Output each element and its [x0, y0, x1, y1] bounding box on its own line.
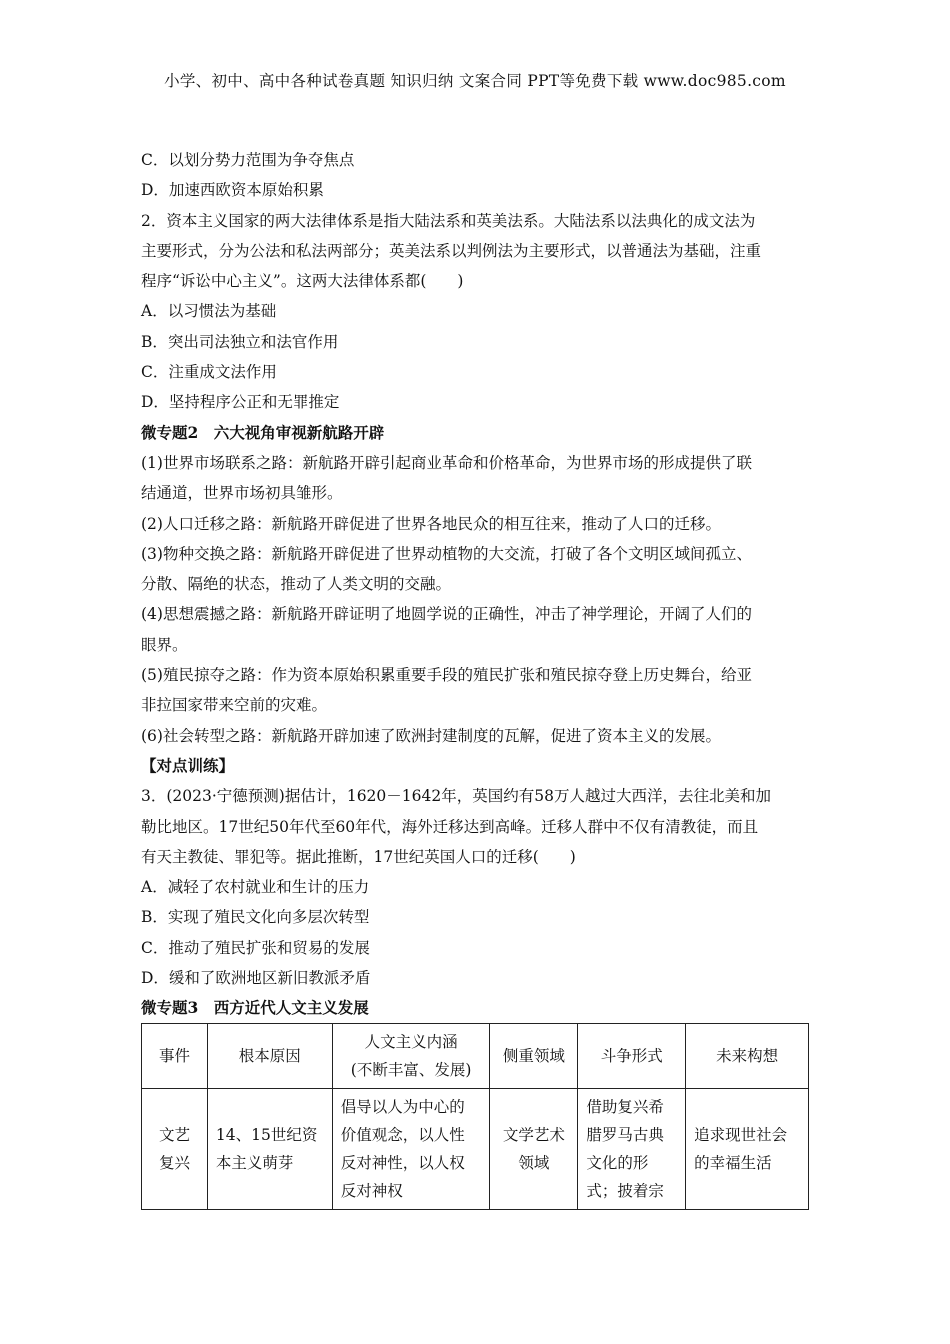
table-header-cell: 斗争形式: [578, 1024, 686, 1089]
topic2-point: 非拉国家带来空前的灾难。: [141, 696, 328, 715]
q2-option-a: A．以习惯法为基础: [141, 302, 277, 321]
q3-option-a: A．减轻了农村就业和生计的压力: [141, 878, 370, 897]
q2-option-b: B．突出司法独立和法官作用: [141, 332, 339, 351]
topic2-point: (4)思想震撼之路：新航路开辟证明了地圆学说的正确性，冲击了神学理论，开阔了人们的: [141, 605, 752, 624]
q1-option-d: D．加速西欧资本原始积累: [141, 181, 324, 200]
topic2-point: 眼界。: [141, 635, 188, 654]
table-header-cell: 根本原因: [207, 1024, 332, 1089]
q2-option-d: D．坚持程序公正和无罪推定: [141, 393, 340, 412]
table-header-cell: 人文主义内涵 (不断丰富、发展): [332, 1024, 490, 1089]
topic2-point: 结通道，世界市场初具雏形。: [141, 484, 343, 503]
topic2-title: 微专题2 六大视角审视新航路开辟: [141, 422, 385, 442]
q3-option-b: B．实现了殖民文化向多层次转型: [141, 908, 370, 927]
table-cell: 文学艺术 领域: [490, 1089, 578, 1210]
q1-option-c: C．以划分势力范围为争夺焦点: [141, 151, 355, 169]
q2-stem-line: 程序“诉讼中心主义”。这两大法律体系都( ): [141, 272, 464, 291]
topic3-title: 微专题3 西方近代人文主义发展: [141, 998, 369, 1018]
table-header-row: [142, 1024, 809, 1089]
document-body: [141, 145, 813, 1024]
humanism-table: [141, 1023, 809, 1210]
q2-option-c: C．注重成文法作用: [141, 363, 277, 382]
topic2-point: (6)社会转型之路：新航路开辟加速了欧洲封建制度的瓦解，促进了资本主义的发展。: [141, 726, 721, 745]
table-cell: 借助复兴希 腊罗马古典 文化的形 式；披着宗: [578, 1089, 686, 1210]
q3-stem-line: 有天主教徒、罪犯等。据此推断，17世纪英国人口的迁移( ): [141, 847, 576, 866]
table-header-cell: 侧重领域: [490, 1024, 578, 1089]
table-cell: 追求现世社会 的幸福生活: [686, 1089, 809, 1210]
q3-stem-line: 勒比地区。17世纪50年代至60年代，海外迁移达到高峰。迁移人群中不仅有清教徒，而且: [141, 817, 759, 836]
table-header-cell: 未来构想: [686, 1024, 809, 1089]
page-header: 小学、初中、高中各种试卷真题 知识归纳 文案合同 PPT等免费下载 www.doc985.com: [164, 72, 786, 90]
topic2-point: (3)物种交换之路：新航路开辟促进了世界动植物的大交流，打破了各个文明区域间孤立、: [141, 544, 752, 563]
topic2-point: (5)殖民掠夺之路：作为资本原始积累重要手段的殖民扩张和殖民掠夺登上历史舞台，给亚: [141, 666, 752, 685]
table-cell: 14、15世纪资 本主义萌芽: [207, 1089, 332, 1210]
topic2-point: 分散、隔绝的状态，推动了人类文明的交融。: [141, 575, 452, 594]
q3-stem-line: 3．(2023·宁德预测)据估计，1620－1642年，英国约有58万人越过大西洋，去往北美和加: [141, 787, 771, 806]
q2-stem-line: 2．资本主义国家的两大法律体系是指大陆法系和英美法系。大陆法系以法典化的成文法为: [141, 211, 756, 230]
table-cell: 文艺 复兴: [142, 1089, 208, 1210]
q3-option-d: D．缓和了欧洲地区新旧教派矛盾: [141, 969, 371, 988]
q2-stem-line: 主要形式，分为公法和私法两部分；英美法系以判例法为主要形式，以普通法为基础，注重: [141, 241, 762, 260]
table-cell: 倡导以人为中心的 价值观念，以人性 反对神性，以人权 反对神权: [332, 1089, 490, 1210]
table-row: [142, 1089, 809, 1210]
topic2-point: (1)世界市场联系之路：新航路开辟引起商业革命和价格革命，为世界市场的形成提供了联: [141, 453, 752, 472]
q3-option-c: C．推动了殖民扩张和贸易的发展: [141, 938, 370, 957]
table-header-cell: 事件: [142, 1024, 208, 1089]
topic2-point: (2)人口迁移之路：新航路开辟促进了世界各地民众的相互往来，推动了人口的迁移。: [141, 514, 721, 533]
training-label: 【对点训练】: [141, 755, 235, 775]
